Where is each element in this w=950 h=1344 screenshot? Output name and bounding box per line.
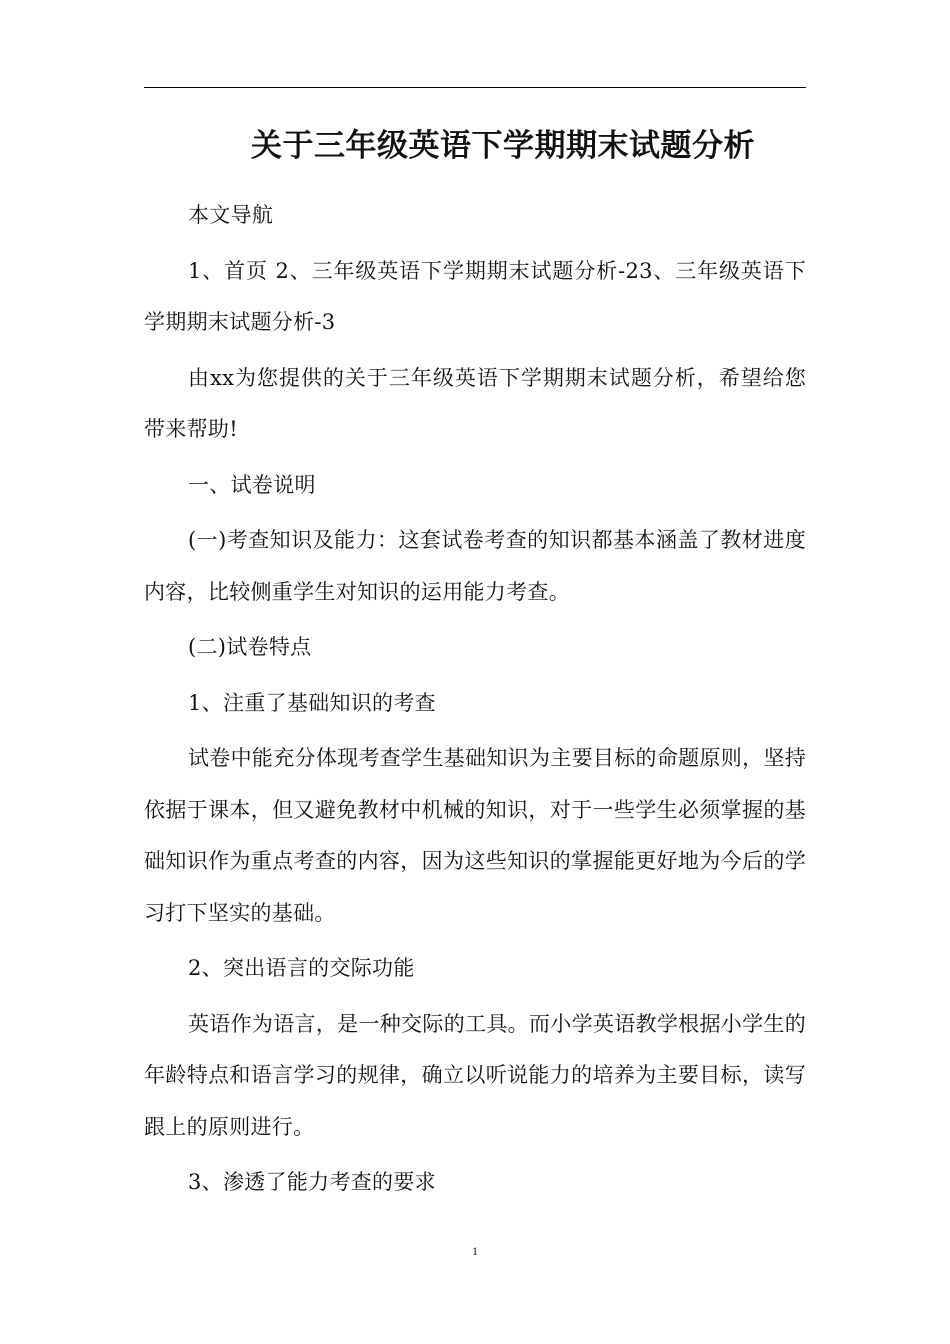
paragraph-intro: 由xx为您提供的关于三年级英语下学期期末试题分析，希望给您带来帮助! (144, 365, 806, 441)
point-heading-basic-knowledge: 1、注重了基础知识的考查 (188, 690, 436, 715)
header-rule (144, 87, 806, 88)
paragraph-basic-knowledge: 试卷中能充分体现考查学生基础知识为主要目标的命题原则，坚持依据于课本，但又避免教材中机械的知识，对于一些学生必须掌握的基础知识作为重点考查的内容，因为这些知识的掌握能更好地为今后的学习打下坚实的基础。 (144, 746, 806, 925)
point-heading-ability: 3、渗透了能力考查的要求 (188, 1170, 436, 1194)
section-heading-exam-description: 一、试卷说明 (188, 472, 316, 497)
document-body (144, 190, 806, 1213)
point-heading-communication: 2、突出语言的交际功能 (188, 956, 415, 980)
paragraph-communication: 英语作为语言，是一种交际的工具。而小学英语教学根据小学生的年龄特点和语言学习的规律，确立以听说能力的培养为主要目标，读写跟上的原则进行。 (144, 1011, 806, 1139)
page-number: 1 (472, 1244, 478, 1258)
paragraph-nav-heading: 本文导航 (188, 203, 274, 227)
document-title: 关于三年级英语下学期期末试题分析 (251, 128, 755, 164)
subheading-exam-features: (二)试卷特点 (188, 635, 312, 659)
paragraph-nav-links: 1、首页 2、三年级英语下学期期末试题分析-23、三年级英语下学期期末试题分析-3 (144, 258, 806, 334)
paragraph-knowledge-ability: (一)考查知识及能力：这套试卷考查的知识都基本涵盖了教材进度内容，比较侧重学生对知识的运用能力考查。 (144, 528, 806, 604)
